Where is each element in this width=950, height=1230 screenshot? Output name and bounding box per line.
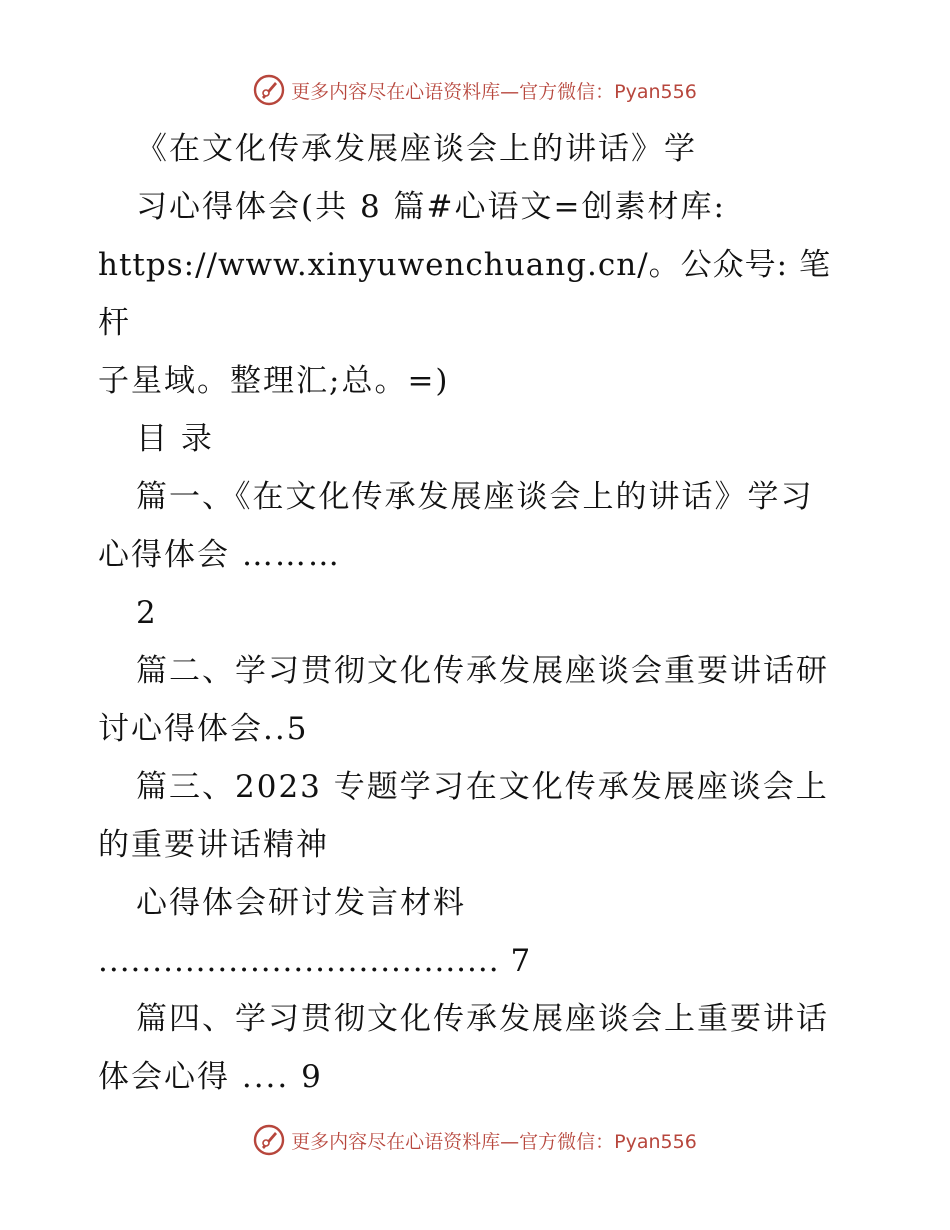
toc-item-3-line-3: 心得体会研讨发言材料: [136, 885, 466, 921]
toc-item-4-line-1: 篇四、学习贯彻文化传承发展座谈会上重要讲话: [136, 1001, 829, 1037]
watermark-text: 更多内容尽在心语资料库—官方微信：Pyan556: [291, 80, 697, 103]
toc-heading: 目 录: [136, 421, 214, 457]
toc-item-3-line-2: 的重要讲话精神: [98, 827, 329, 863]
document-body: [98, 120, 858, 1106]
toc-item-2-line-2: 讨心得体会..5: [98, 711, 309, 747]
toc-item-3-page: ..................................... 7: [98, 943, 532, 979]
toc-item-4-line-2: 体会心得 .... 9: [98, 1059, 323, 1095]
quill-logo-icon: [253, 1124, 285, 1156]
footer-watermark: [0, 1120, 950, 1160]
toc-item-1-page: 2: [136, 595, 158, 631]
title-line-4: 子星域。整理汇;总。=): [98, 363, 450, 399]
title-line-1: 《在文化传承发展座谈会上的讲话》学: [136, 131, 697, 167]
toc-item-1-line-2: 心得体会 ………: [98, 537, 341, 573]
toc-item-3-line-1: 篇三、2023 专题学习在文化传承发展座谈会上: [136, 769, 829, 805]
title-line-2: 习心得体会(共 8 篇#心语文=创素材库:: [136, 189, 726, 225]
title-line-3: https://www.xinyuwenchuang.cn/。公众号: 笔杆: [98, 247, 831, 341]
toc-item-1-line-1: 篇一、《在文化传承发展座谈会上的讲话》学习: [136, 479, 814, 515]
toc-item-2-line-1: 篇二、学习贯彻文化传承发展座谈会重要讲话研: [136, 653, 829, 689]
quill-logo-icon: [253, 74, 285, 106]
watermark-text: 更多内容尽在心语资料库—官方微信：Pyan556: [291, 1130, 697, 1153]
header-watermark: [0, 70, 950, 110]
